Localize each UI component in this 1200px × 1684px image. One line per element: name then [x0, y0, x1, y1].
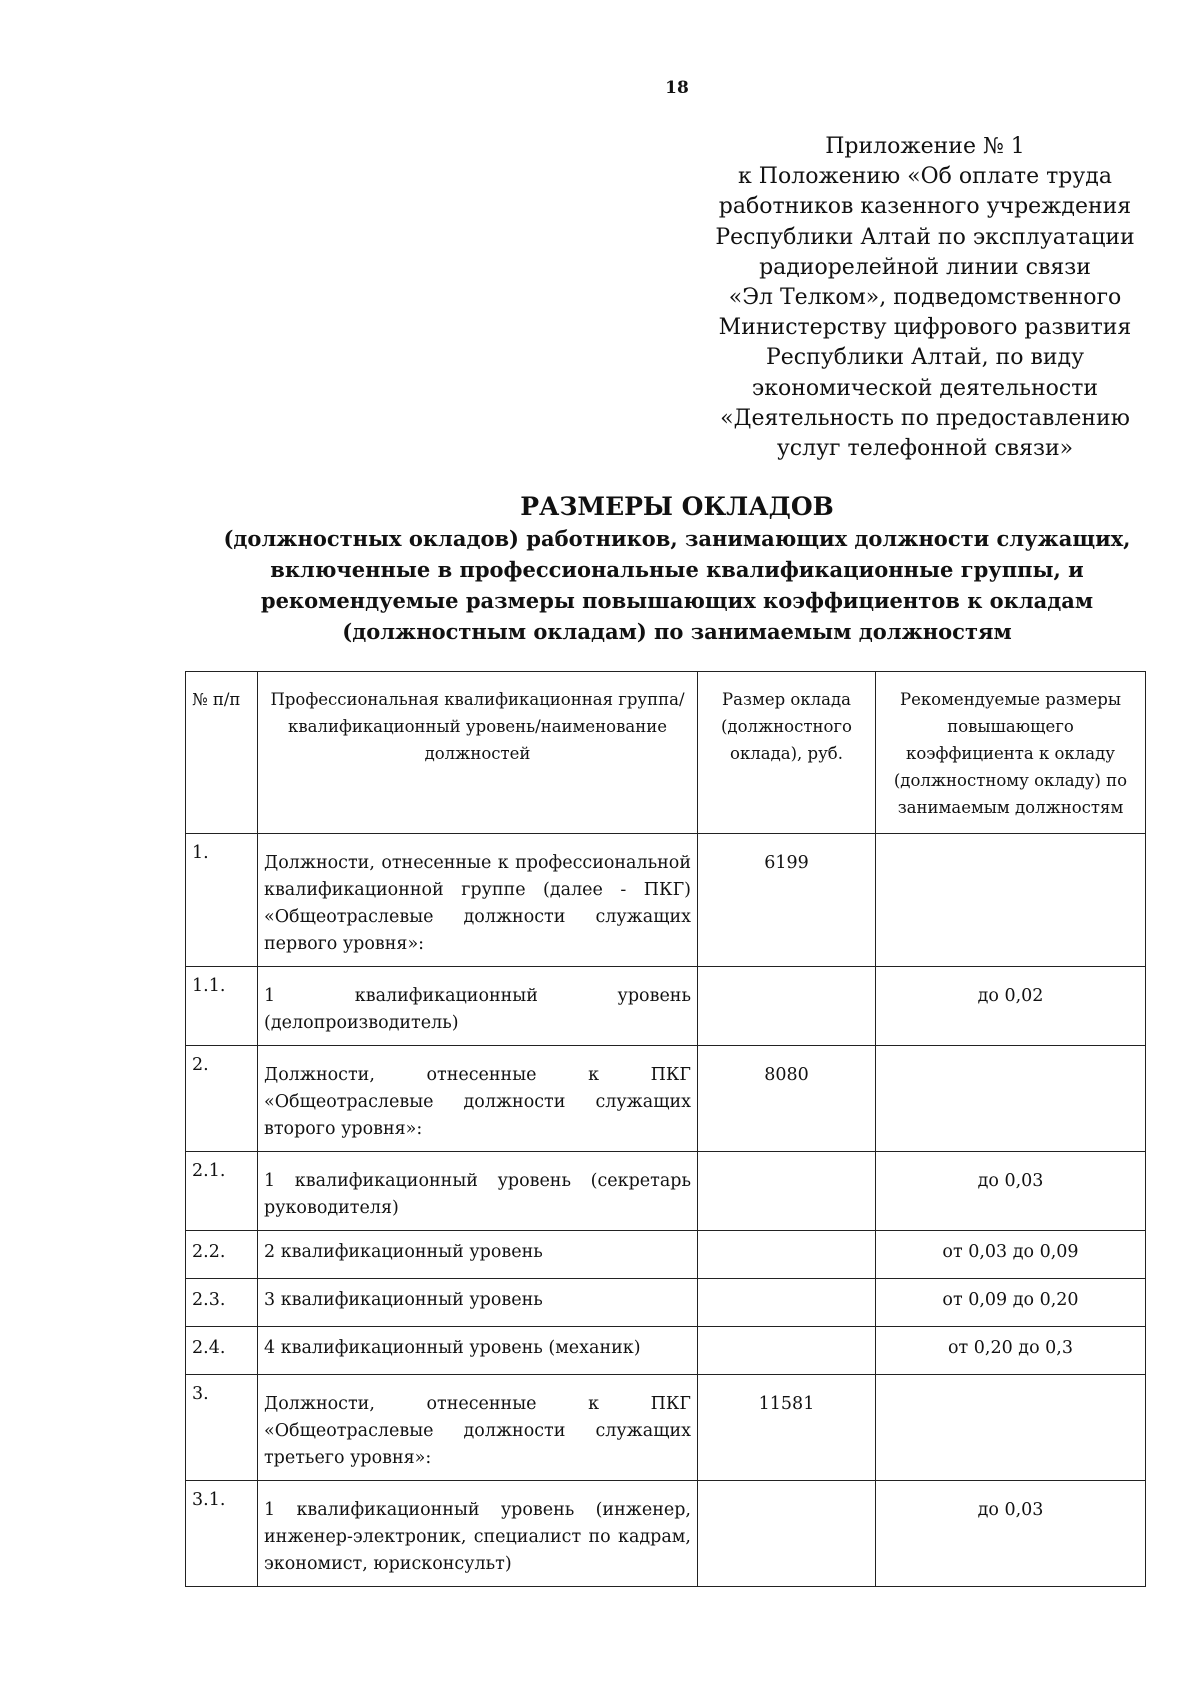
- annex-line: Приложение № 1: [825, 134, 1025, 159]
- salary-table: [185, 671, 1146, 1587]
- row-num: 3.: [186, 1375, 258, 1481]
- table-row: [186, 834, 1146, 967]
- row-coef: [876, 834, 1146, 967]
- row-salary: 11581: [698, 1375, 876, 1481]
- row-name: 1 квалификационный уровень (инженер, инженер-электроник, специалист по кадрам, экономист, юрисконсульт): [258, 1481, 698, 1587]
- table-row: [186, 1279, 1146, 1327]
- row-coef: [876, 1046, 1146, 1152]
- row-num: 1.: [186, 834, 258, 967]
- row-num: 3.1.: [186, 1481, 258, 1587]
- document-subtitle-line: (должностным окладам) по занимаемым должностям: [342, 619, 1012, 644]
- row-name: 2 квалификационный уровень: [258, 1231, 698, 1279]
- annex-line: к Положению «Об оплате труда: [738, 164, 1112, 190]
- annex-line: работников казенного учреждения: [718, 194, 1132, 220]
- row-salary: [698, 1279, 876, 1327]
- row-name: Должности, отнесенные к ПКГ «Общеотраслевые должности служащих третьего уровня»:: [258, 1375, 698, 1481]
- row-salary: [698, 1327, 876, 1375]
- row-num: 1.1.: [186, 967, 258, 1046]
- document-title: РАЗМЕРЫ ОКЛАДОВ: [520, 492, 834, 521]
- row-num: 2.2.: [186, 1231, 258, 1279]
- table-row: [186, 1152, 1146, 1231]
- row-coef: от 0,09 до 0,20: [876, 1279, 1146, 1327]
- table-row: [186, 1375, 1146, 1481]
- annex-line: экономической деятельности: [751, 375, 1099, 401]
- header-salary: Размер оклада (должностного оклада), руб.: [698, 672, 876, 834]
- row-num: 2.: [186, 1046, 258, 1152]
- row-salary: [698, 1231, 876, 1279]
- table-header-row: [186, 672, 1146, 834]
- annex-line: Республики Алтай по эксплуатации: [715, 224, 1135, 250]
- row-coef: от 0,03 до 0,09: [876, 1231, 1146, 1279]
- header-num: № п/п: [186, 672, 258, 834]
- table-row: [186, 1327, 1146, 1375]
- document-subtitle-line: (должностных окладов) работников, занимающих должности служащих,: [223, 526, 1131, 551]
- row-name: 3 квалификационный уровень: [258, 1279, 698, 1327]
- row-coef: от 0,20 до 0,3: [876, 1327, 1146, 1375]
- row-num: 2.3.: [186, 1279, 258, 1327]
- table-row: [186, 1046, 1146, 1152]
- table-row: [186, 1231, 1146, 1279]
- annex-line: Министерству цифрового развития: [718, 315, 1132, 341]
- document-subtitle-line: включенные в профессиональные квалификационные группы, и: [270, 557, 1084, 582]
- document-heading: [0, 490, 1200, 647]
- annex-line: услуг телефонной связи»: [776, 436, 1074, 462]
- header-name: Профессиональная квалификационная группа/квалификационный уровень/наименование должностей: [258, 672, 698, 834]
- annex-header: [710, 132, 1140, 464]
- annex-line: радиорелейной линии связи: [759, 254, 1091, 280]
- row-name: 1 квалификационный уровень (делопроизводитель): [258, 967, 698, 1046]
- row-name: Должности, отнесенные к профессиональной квалификационной группе (далее - ПКГ) «Общеотраслевые должности служащих первого уровня»:: [258, 834, 698, 967]
- table-row: [186, 967, 1146, 1046]
- document-subtitle-line: рекомендуемые размеры повышающих коэффициентов к окладам: [260, 588, 1094, 613]
- annex-line: «Деятельность по предоставлению: [720, 405, 1130, 431]
- row-coef: до 0,03: [876, 1481, 1146, 1587]
- annex-line: «Эл Телком», подведомственного: [728, 285, 1122, 311]
- row-num: 2.4.: [186, 1327, 258, 1375]
- row-name: 4 квалификационный уровень (механик): [258, 1327, 698, 1375]
- row-salary: [698, 967, 876, 1046]
- row-name: 1 квалификационный уровень (секретарь руководителя): [258, 1152, 698, 1231]
- row-num: 2.1.: [186, 1152, 258, 1231]
- row-salary: [698, 1152, 876, 1231]
- annex-line: Республики Алтай, по виду: [765, 345, 1085, 371]
- page-number: 18: [665, 78, 689, 98]
- row-coef: до 0,03: [876, 1152, 1146, 1231]
- row-coef: до 0,02: [876, 967, 1146, 1046]
- row-coef: [876, 1375, 1146, 1481]
- table-row: [186, 1481, 1146, 1587]
- header-coef: Рекомендуемые размеры повышающего коэффициента к окладу (должностному окладу) по занимаемым должностям: [876, 672, 1146, 834]
- row-salary: 6199: [698, 834, 876, 967]
- row-salary: 8080: [698, 1046, 876, 1152]
- row-salary: [698, 1481, 876, 1587]
- row-name: Должности, отнесенные к ПКГ «Общеотраслевые должности служащих второго уровня»:: [258, 1046, 698, 1152]
